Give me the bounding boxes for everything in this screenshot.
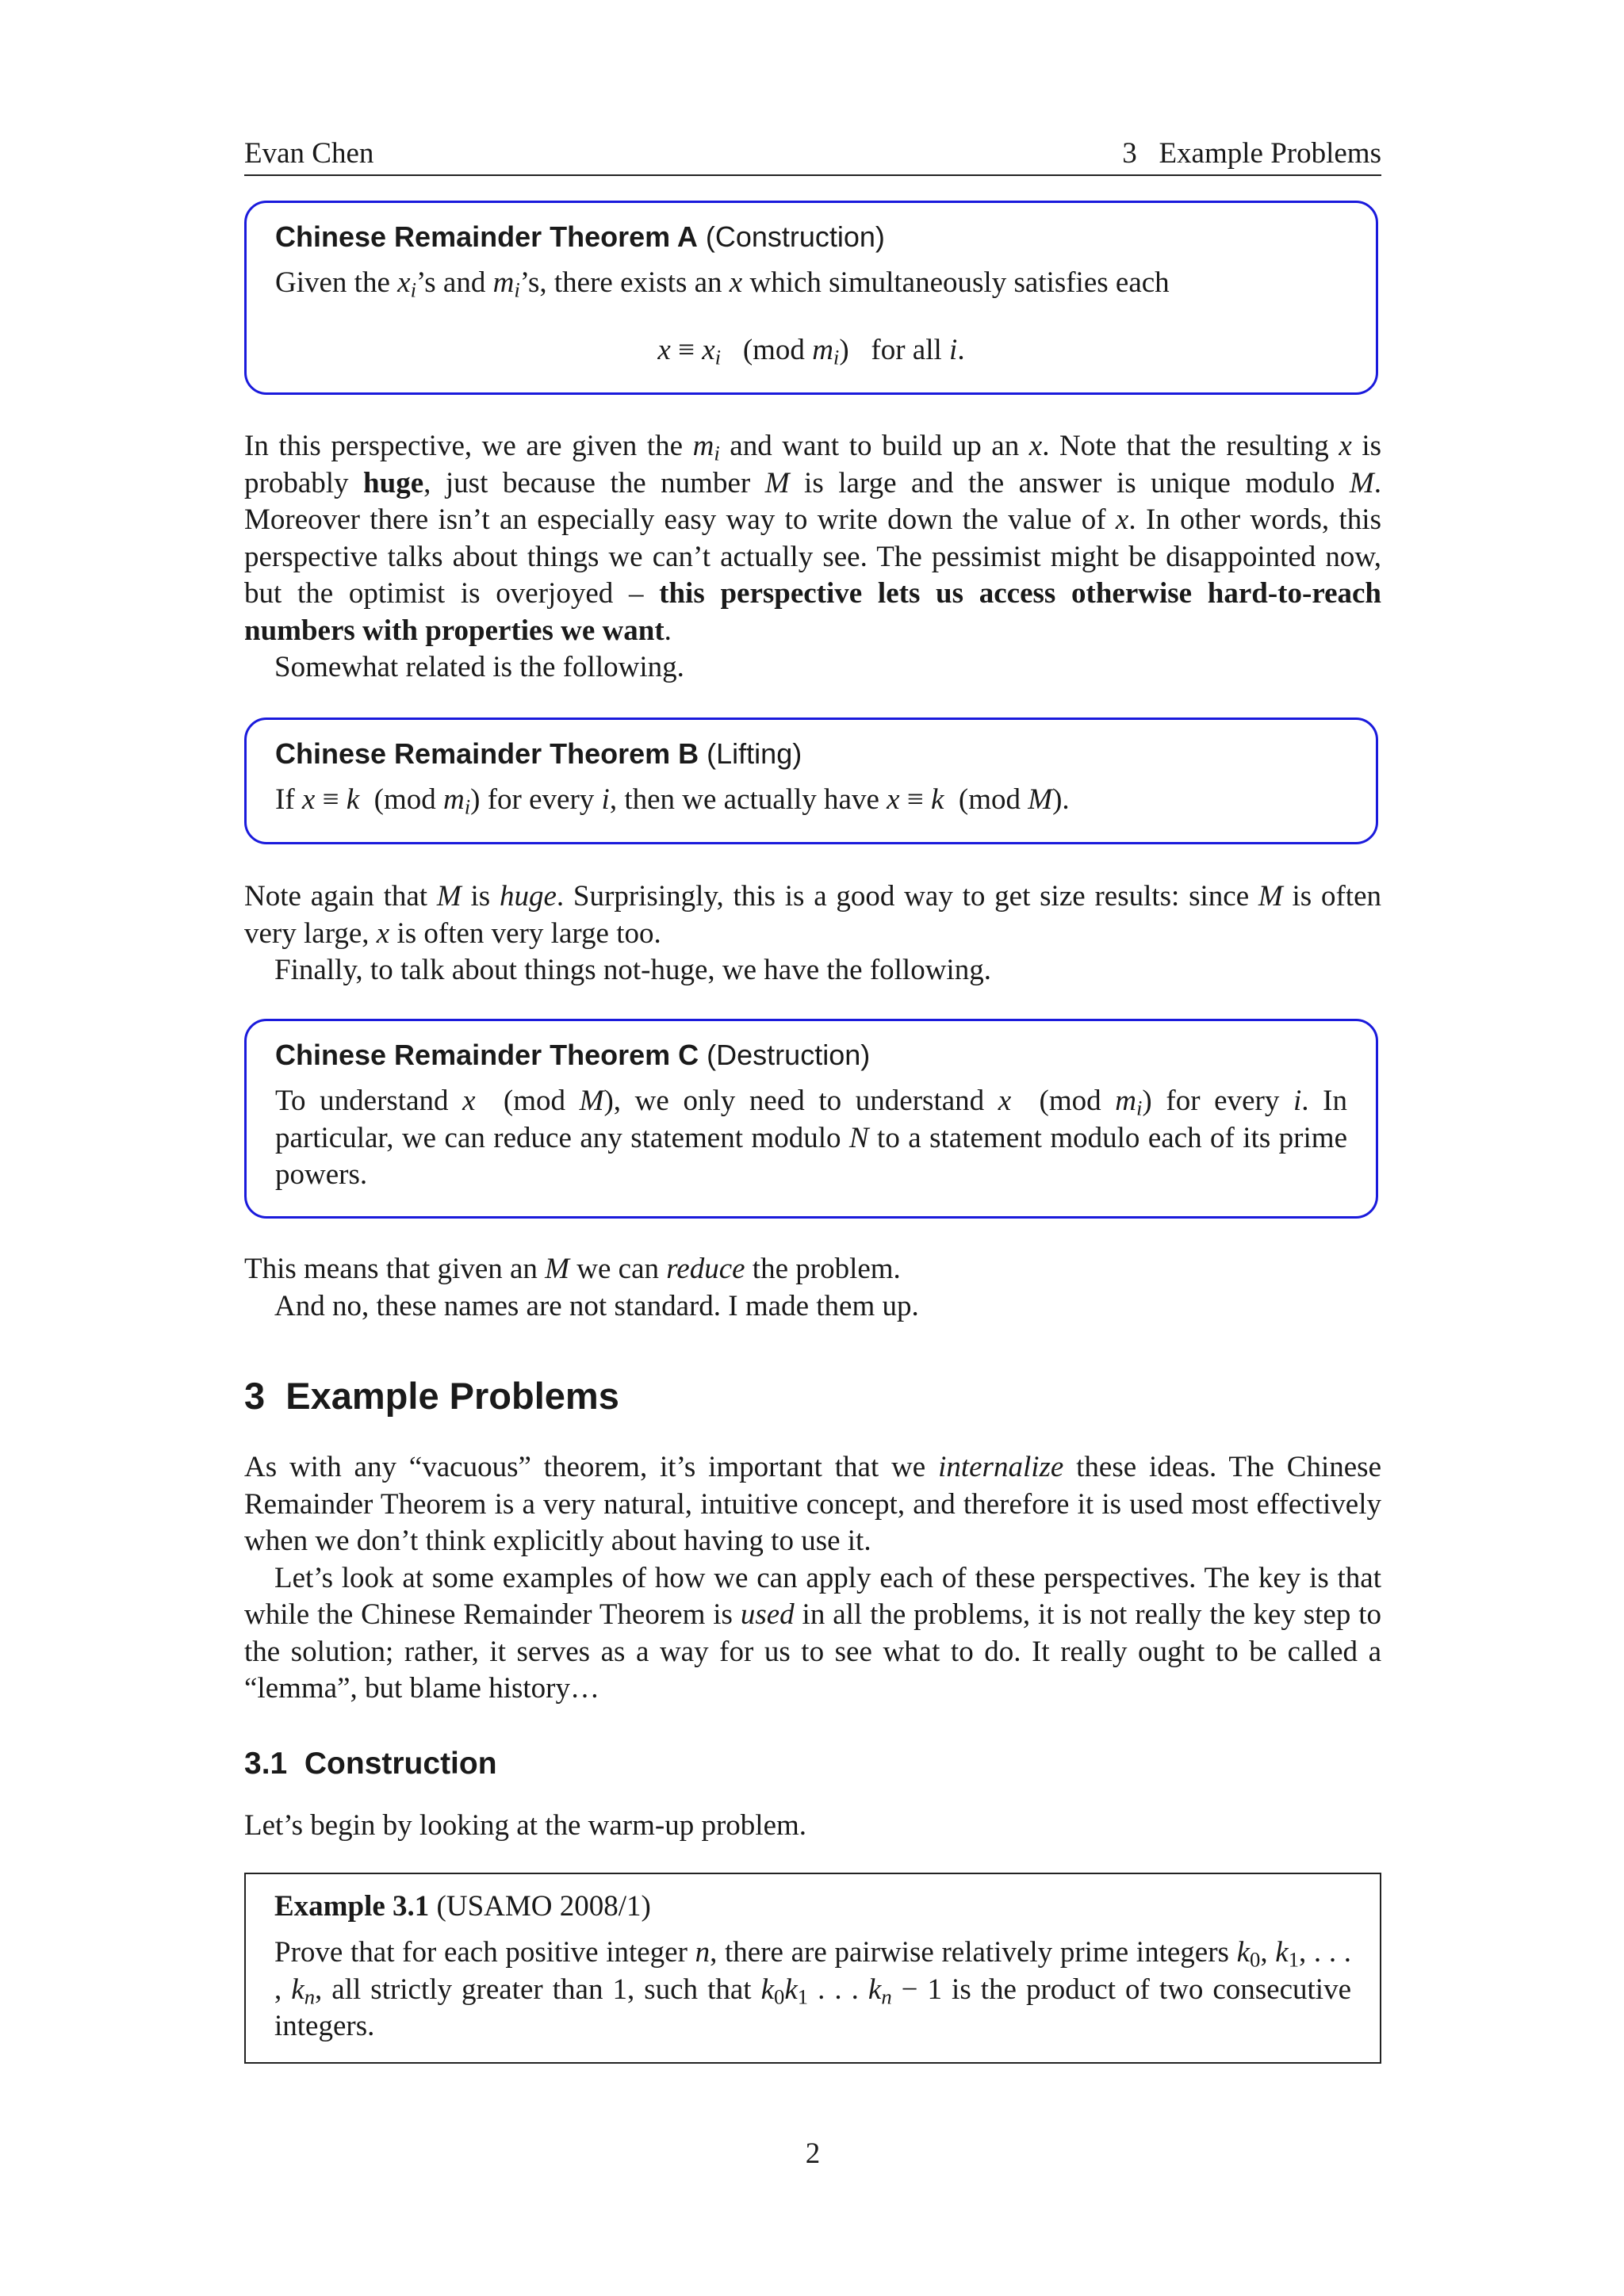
theorem-a-box (244, 201, 1378, 395)
example-statement: Prove that for each positive integer n, there are pairwise relatively prime integers $k_0$, $k_1$, . . . , $k_n$, all strictly greater than 1, such that $k_0k_1$ . . . $k_n - 1$ is the product of two consecutive integers. (274, 1936, 1352, 2042)
theorem-a-subtitle: (Construction) (705, 220, 885, 253)
theorem-b-subtitle: (Lifting) (707, 737, 802, 770)
theorem-a-statement: Given the $x_i’s$ and $m_i’s$, there exists an x which simultaneously satisfies each (275, 266, 1170, 302)
theorem-b-name: Chinese Remainder Theorem B (275, 737, 699, 770)
theorem-c-box (244, 1019, 1378, 1219)
paragraph-8: Let’s look at some examples of how we can apply each of these perspectives. The key is that while the Chinese Remainder Theorem is used in all the problems, it is not really the key step to the solution; rather, it serves as a way for us to see what to do. It really ought to be called a “lemma”, but blame history… (244, 1561, 1381, 1705)
theorem-c-name: Chinese Remainder Theorem C (275, 1039, 699, 1071)
paragraph-2: Somewhat related is the following. (274, 651, 684, 683)
theorem-a-equation: $x \equiv x_i$ (mod $m_i$) for all i. (657, 333, 965, 369)
paragraph-1-emphasis: this perspective lets us access otherwise hard-to-reach numbers with properties we want (244, 577, 1381, 647)
example-name: Example 3.1 (274, 1890, 430, 1923)
page-number: 2 (805, 2137, 821, 2170)
paragraph-6: And no, these names are not standard. I made them up. (274, 1289, 919, 1322)
theorem-c-statement: To understand x (mod M), we only need to understand x (mod $m_i$) for every i. In particular, we can reduce any statement modulo N to a statement modulo each of its prime powers. (275, 1085, 1347, 1191)
theorem-c-title (275, 1037, 1347, 1073)
paragraph-4: Finally, to talk about things not-huge, we have the following. (274, 954, 991, 986)
paragraph-3: Note again that M is huge. Surprisingly, this is a good way to get size results: since M is often very large, x is often very large too. (244, 880, 1382, 950)
theorem-a-title (275, 219, 1347, 255)
paragraph-9: Let’s begin by looking at the warm-up problem. (244, 1809, 807, 1842)
paragraph-5: This means that given an M we can reduce the problem. (244, 1253, 901, 1285)
paragraph-perspective-c (244, 1251, 1381, 1325)
section-heading (244, 1374, 619, 1418)
theorem-b-statement: If x ≡ k (mod $m_i$) for every i, then we actually have x ≡ k (mod M). (275, 783, 1070, 819)
theorem-b-title (275, 736, 1347, 772)
header-author: Evan Chen (244, 137, 374, 170)
running-header (244, 133, 1381, 176)
theorem-a-name: Chinese Remainder Theorem A (275, 220, 698, 253)
paragraph-7: As with any “vacuous” theorem, it’s important that we internalize these ideas. The Chinese Remainder Theorem is a very natural, intuitive concept, and therefore it is used most effectively when we don’t think explicitly about having to use it. (244, 1451, 1381, 1557)
section-title: Example Problems (285, 1375, 619, 1417)
section-intro (244, 1449, 1381, 1708)
theorem-b-box (244, 718, 1378, 844)
header-section: 3 Example Problems (1122, 137, 1381, 170)
example-box (244, 1873, 1381, 2064)
subsection-intro (244, 1808, 1381, 1845)
paragraph-perspective-b (244, 878, 1381, 989)
paragraph-1: In this perspective, we are given the $m_i$ and want to build up an x. Note that the resulting x is probably huge, just because the number M is large and the answer is unique modulo M. Moreover there isn’t an especially easy way to write down the value of x. In other words, this perspective talks about things we can’t actually see. The pessimist might be disappointed now, but the optimist is overjoyed – this perspective lets us access otherwise hard-to-reach numbers with properties we want. (244, 430, 1382, 647)
subsection-number: 3.1 (244, 1747, 288, 1781)
paragraph-perspective-a (244, 428, 1381, 687)
example-source: (USAMO 2008/1) (436, 1890, 651, 1923)
example-title (274, 1888, 1351, 1925)
section-number: 3 (244, 1375, 266, 1417)
subsection-title: Construction (304, 1747, 497, 1781)
theorem-c-subtitle: (Destruction) (707, 1039, 871, 1071)
subsection-heading (244, 1747, 497, 1781)
